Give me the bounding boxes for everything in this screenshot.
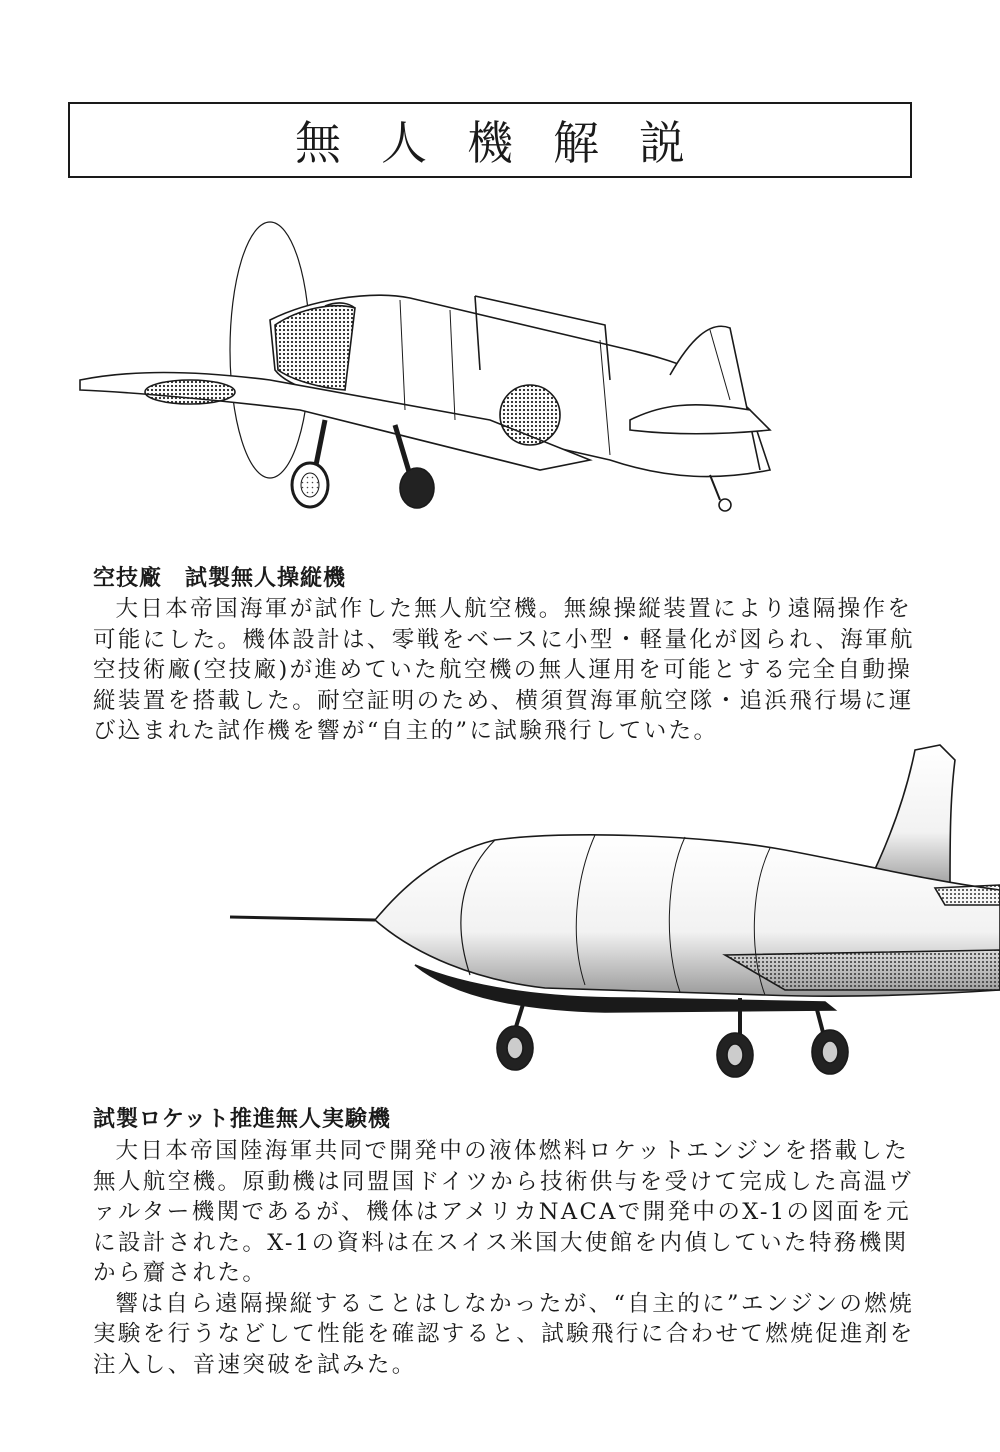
- paragraph: 大日本帝国陸海軍共同で開発中の液体燃料ロケットエンジンを搭載した無人航空機。原動機は同盟国ドイツから技術供与を受けて完成した高温ヴァルター機関であるが、機体はアメリカNACAで開発中のX-1の図面を元に設計された。X-1の資料は在スイス米国大使館を内偵していた特務機関から齎された。: [93, 1138, 914, 1286]
- section-body: [93, 1136, 923, 1380]
- rocket-drone-illustration: [225, 740, 1000, 1080]
- paragraph: 響は自ら遠隔操縦することはしなかったが、“自主的に”エンジンの燃焼実験を行うなどして性能を確認すると、試験飛行に合わせて燃焼促進剤を注入し、音速突破を試みた。: [93, 1290, 915, 1378]
- paragraph: 大日本帝国海軍が試作した無人航空機。無線操縦装置により遠隔操作を可能にした。機体設計は、零戦をベースに小型・軽量化が図られ、海軍航空技術廠(空技廠)が進めていた航空機の無人運用を可能とする完全自動操縦装置を搭載した。耐空証明のため、横須賀海軍航空隊・追浜飛行場に運び込まれた試作機を響が“自主的”に試験飛行していた。: [93, 596, 915, 744]
- section-title: 試製ロケット推進無人実験機: [93, 1107, 391, 1132]
- prop-drone-illustration: [70, 220, 790, 540]
- section-body: [93, 594, 923, 747]
- page-title-box: [68, 102, 912, 178]
- section-title: 空技廠 試製無人操縦機: [93, 566, 347, 591]
- page-title: 無人機解説: [295, 116, 725, 170]
